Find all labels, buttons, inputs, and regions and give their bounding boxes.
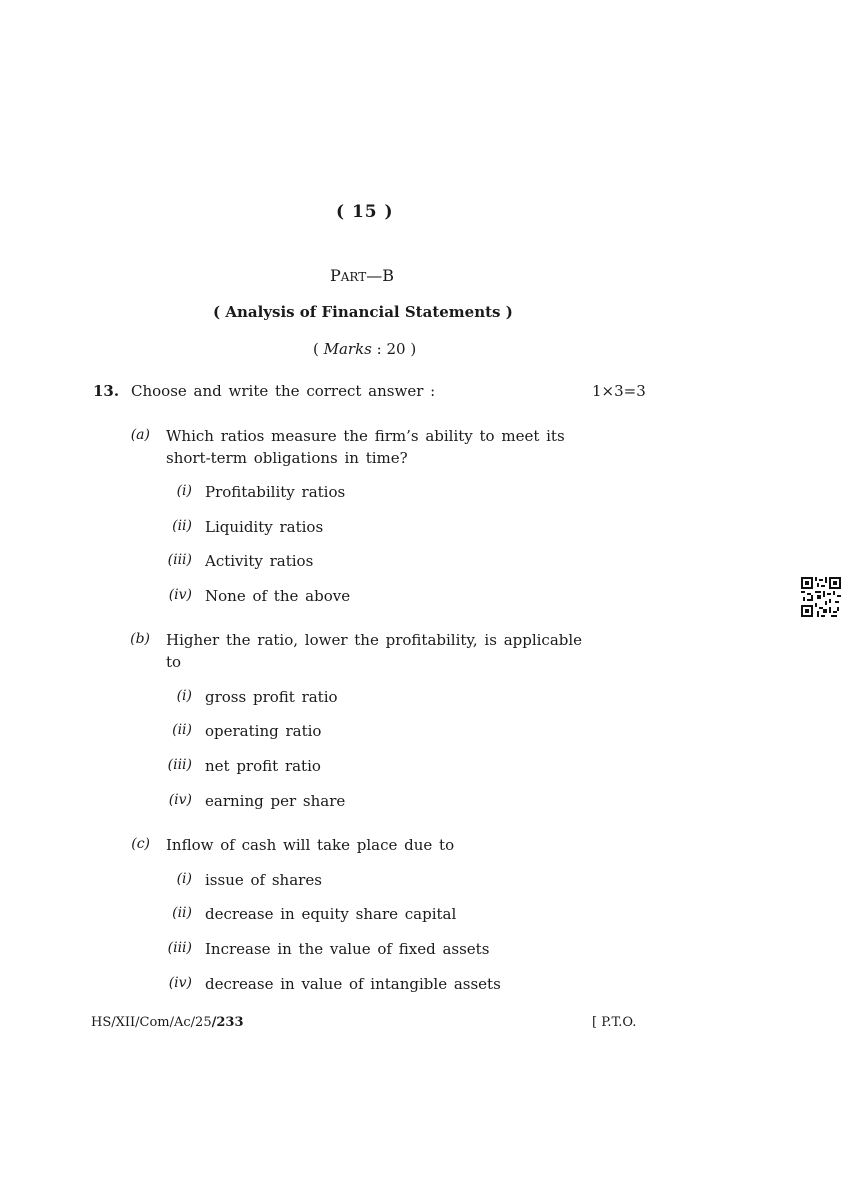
part-rest: ART (340, 270, 367, 284)
option-label: (iii) (167, 940, 192, 956)
section-title: ( Analysis of Financial Statements ) (213, 303, 513, 321)
sub-b-line-2: to (166, 653, 182, 671)
part-heading (330, 266, 394, 285)
option-text: decrease in value of intangible assets (205, 975, 501, 993)
question-marks: 1×3=3 (592, 382, 646, 400)
sub-label-a: (a) (130, 427, 150, 443)
option-text: None of the above (205, 587, 351, 605)
sub-c-line-1: Inflow of cash will take place due to (166, 836, 455, 854)
option-text: Increase in the value of fixed assets (205, 940, 490, 958)
option-text: Liquidity ratios (205, 518, 324, 536)
option-label: (iii) (167, 552, 192, 568)
option-label: (i) (176, 871, 192, 887)
option-text: earning per share (205, 792, 346, 810)
option-label: (iv) (168, 792, 192, 808)
option-label: (iv) (168, 975, 192, 991)
question-number: 13. (93, 382, 120, 400)
part-suffix: —B (366, 266, 395, 285)
sub-label-c: (c) (131, 836, 150, 852)
marks-label: Marks (323, 340, 372, 358)
paper-code-prefix: HS/XII/Com/Ac/25 (91, 1015, 212, 1030)
option-text: decrease in equity share capital (205, 905, 457, 923)
pto-marker: [ P.T.O. (592, 1015, 637, 1030)
option-text: net profit ratio (205, 757, 321, 775)
option-text: Activity ratios (205, 552, 314, 570)
option-label: (i) (176, 483, 192, 499)
paper-code-number: /233 (211, 1015, 244, 1030)
marks-open: ( (313, 340, 324, 358)
option-text: gross profit ratio (205, 688, 338, 706)
option-text: Profitability ratios (205, 483, 346, 501)
sub-a-line-1: Which ratios measure the firm’s ability to meet its (166, 427, 565, 445)
question-text: Choose and write the correct answer : (131, 382, 436, 400)
page-number: ( 15 ) (336, 202, 394, 222)
option-label: (ii) (172, 518, 192, 534)
sub-b-line-1: Higher the ratio, lower the profitability, is applicable (166, 631, 583, 649)
option-label: (iv) (168, 587, 192, 603)
sub-a-line-2: short-term obligations in time? (166, 449, 408, 467)
option-label: (i) (176, 688, 192, 704)
qr-code-icon (801, 577, 841, 617)
sub-label-b: (b) (130, 631, 150, 647)
part-prefix: P (330, 266, 341, 285)
marks-line (313, 340, 416, 358)
option-text: issue of shares (205, 871, 322, 889)
option-label: (ii) (172, 722, 192, 738)
option-text: operating ratio (205, 722, 322, 740)
option-label: (iii) (167, 757, 192, 773)
option-label: (ii) (172, 905, 192, 921)
paper-code (91, 1015, 244, 1030)
marks-value: : 20 ) (371, 340, 417, 358)
